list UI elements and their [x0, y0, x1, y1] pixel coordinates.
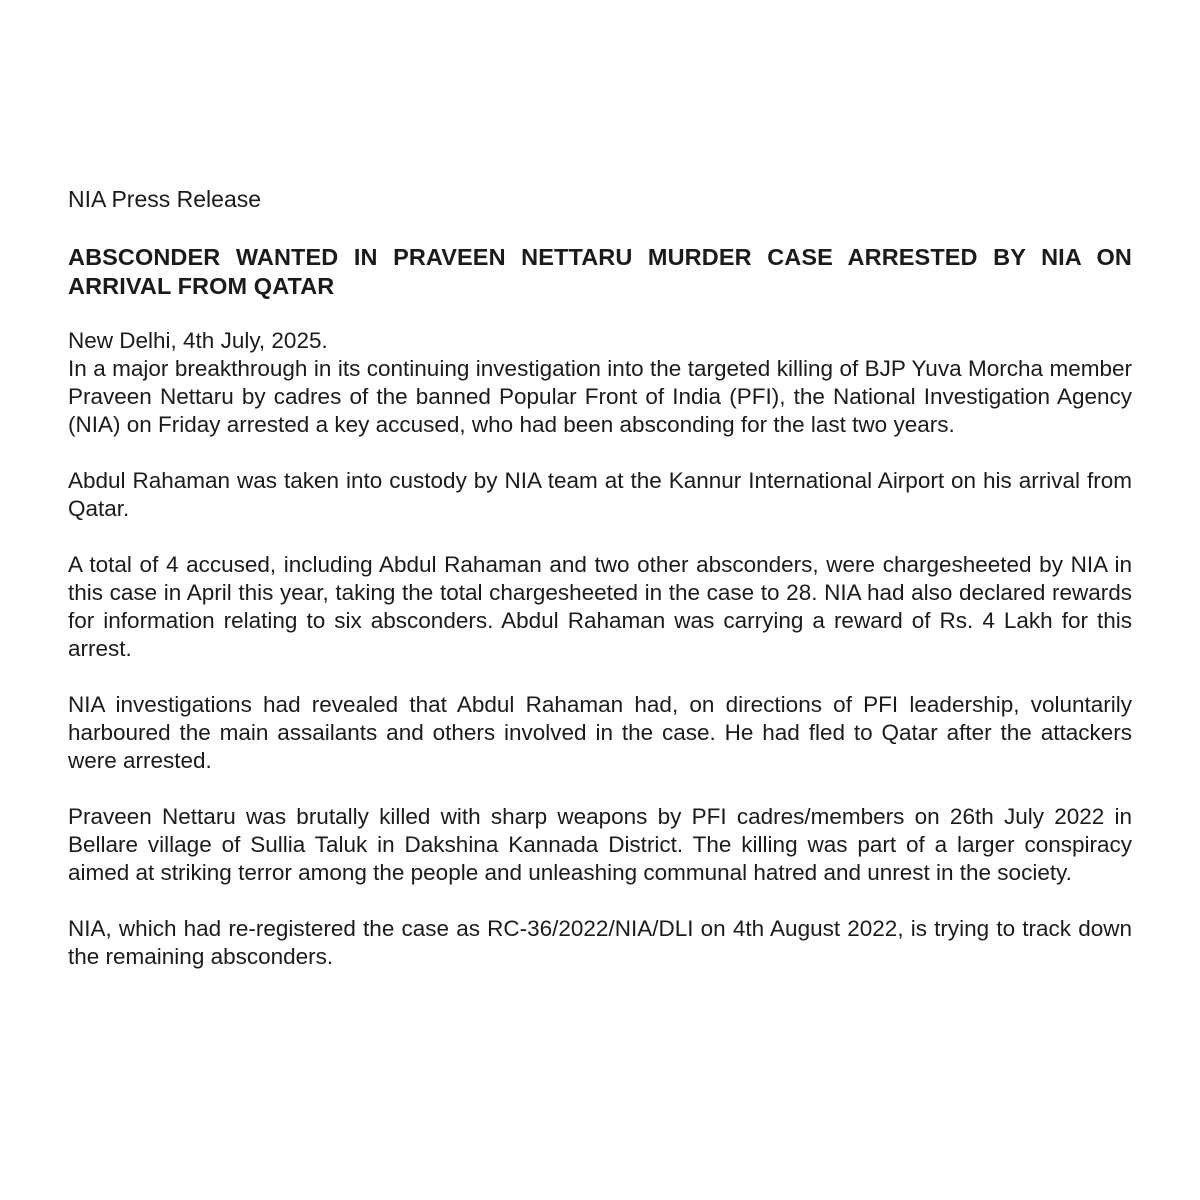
body-paragraph: NIA, which had re-registered the case as RC-36/2022/NIA/DLI on 4th August 2022, is trying to track down the remaining absconders.	[68, 916, 1132, 969]
headline: ABSCONDER WANTED IN PRAVEEN NETTARU MURDER CASE ARRESTED BY NIA ON ARRIVAL FROM QATAR	[68, 244, 1132, 299]
body-paragraph: NIA investigations had revealed that Abdul Rahaman had, on directions of PFI leadership, voluntarily harboured the main assailants and others involved in the case. He had fled to Qatar after the attackers were arrested.	[68, 692, 1132, 773]
body-paragraph: A total of 4 accused, including Abdul Rahaman and two other absconders, were chargesheeted by NIA in this case in April this year, taking the total chargesheeted in the case to 28. NIA had also declared rewards for information relating to six absconders. Abdul Rahaman was carrying a reward of Rs. 4 Lakh for this arrest.	[68, 552, 1132, 661]
dateline: New Delhi, 4th July, 2025.	[68, 328, 328, 353]
body-paragraph: In a major breakthrough in its continuing investigation into the targeted killing of BJP Yuva Morcha member Praveen Nettaru by cadres of the banned Popular Front of India (PFI), the National Investigation Agency (NIA) on Friday arrested a key accused, who had been absconding for the last two years.	[68, 356, 1132, 437]
body-paragraph: Praveen Nettaru was brutally killed with sharp weapons by PFI cadres/members on 26th July 2022 in Bellare village of Sullia Taluk in Dakshina Kannada District. The killing was part of a larger conspiracy aimed at striking terror among the people and unleashing communal hatred and unrest in the society.	[68, 804, 1132, 885]
document-label: NIA Press Release	[68, 186, 262, 212]
body-paragraph: Abdul Rahaman was taken into custody by NIA team at the Kannur International Airport on his arrival from Qatar.	[68, 468, 1132, 521]
